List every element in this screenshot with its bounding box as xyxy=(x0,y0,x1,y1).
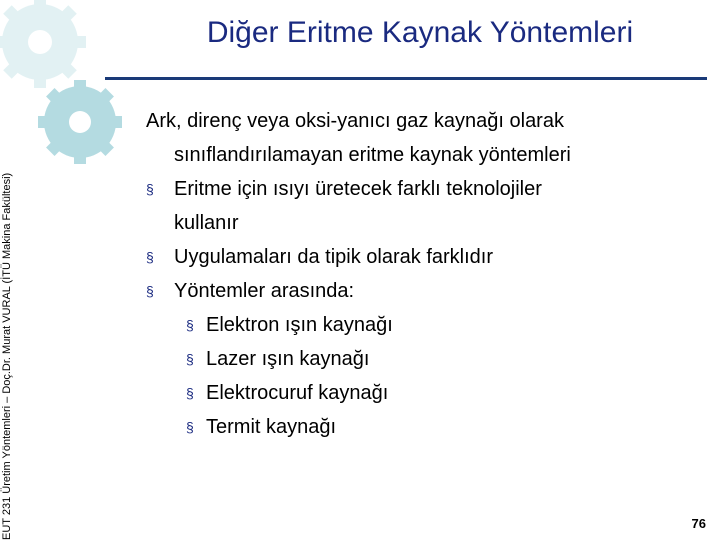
intro-line: sınıflandırılamayan eritme kaynak yöntemleri xyxy=(174,144,571,166)
slide-content xyxy=(146,104,706,444)
vertical-caption: EUT 231 Üretim Yöntemleri – Doç.Dr. Murat VURAL (İTÜ Makina Fakültesi) xyxy=(1,172,13,540)
bullet-icon: § xyxy=(146,181,154,197)
sub-bullet-item xyxy=(146,410,706,444)
bullet-item xyxy=(146,274,706,308)
gear-decoration xyxy=(0,0,160,190)
bullet-text: Eritme için ısıyı üretecek farklı teknolojiler xyxy=(174,178,542,200)
bullet-icon: § xyxy=(186,351,194,367)
sub-bullet-text: Termit kaynağı xyxy=(206,416,337,438)
bullet-icon: § xyxy=(186,317,194,333)
bullet-item xyxy=(146,240,706,274)
bullet-icon: § xyxy=(186,385,194,401)
bullet-icon: § xyxy=(146,283,154,299)
bullet-text-continued: kullanır xyxy=(174,212,239,234)
bullet-text: Uygulamaları da tipik olarak farklıdır xyxy=(174,246,494,268)
sub-bullet-text: Lazer ışın kaynağı xyxy=(206,348,370,370)
page-number: 76 xyxy=(691,516,706,531)
bullet-icon: § xyxy=(146,249,154,265)
slide-title: Diğer Eritme Kaynak Yöntemleri xyxy=(206,16,634,49)
intro-paragraph xyxy=(146,104,706,172)
gear-icon-small xyxy=(38,80,122,164)
sub-bullet-item xyxy=(146,342,706,376)
bullet-icon: § xyxy=(186,419,194,435)
title-divider xyxy=(105,77,707,80)
sub-bullet-item xyxy=(146,376,706,410)
sub-bullet-text: Elektron ışın kaynağı xyxy=(206,314,393,336)
bullet-item xyxy=(146,172,706,240)
sub-bullet-item xyxy=(146,308,706,342)
intro-line: Ark, direnç veya oksi-yanıcı gaz kaynağı olarak xyxy=(146,110,564,132)
bullet-text: Yöntemler arasında: xyxy=(174,280,355,302)
sub-bullet-text: Elektrocuruf kaynağı xyxy=(206,382,389,404)
